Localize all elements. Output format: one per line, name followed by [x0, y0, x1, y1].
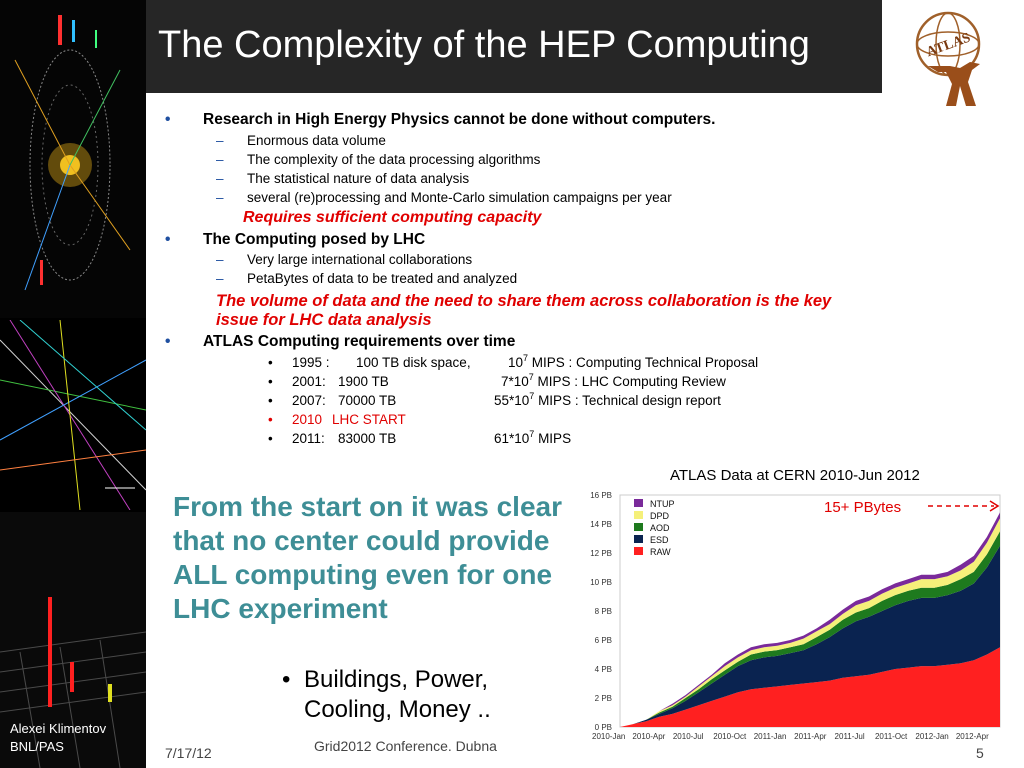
x-tick-label: 2010-Jul: [672, 732, 704, 741]
conference-name: Grid2012 Conference. Dubna: [314, 738, 497, 754]
legend-label-raw: RAW: [650, 547, 671, 557]
author-info: [10, 720, 106, 756]
legend-label-dpd: DPD: [650, 511, 670, 521]
sub-bullet-statistical: – The statistical nature of data analysis: [216, 171, 470, 186]
y-tick-label: 2 PB: [594, 694, 612, 703]
legend-swatch-aod: [634, 523, 643, 531]
sub-bullet-campaigns: – several (re)processing and Monte-Carlo simulation campaigns per year: [216, 190, 672, 205]
atlas-logo: [900, 6, 1010, 110]
event-display-strip: [0, 0, 146, 768]
legend-swatch-raw: [634, 547, 643, 555]
y-tick-label: 0 PB: [594, 723, 612, 732]
event-display-1: [0, 0, 146, 318]
y-tick-label: 8 PB: [594, 607, 612, 616]
y-tick-label: 6 PB: [594, 636, 612, 645]
slide-date: 7/17/12: [165, 745, 212, 761]
x-tick-label: 2011-Apr: [794, 732, 827, 741]
x-tick-label: 2012-Apr: [955, 732, 989, 741]
timeline-row: • 1995 : 100 TB disk space, $10^7$ MIPS : Computing Technical Proposal: [268, 353, 759, 370]
annotation-15pb: 15+ PBytes: [824, 499, 902, 516]
logo-text: ATLAS: [924, 30, 973, 61]
event-display-2: [0, 320, 146, 510]
legend-swatch-dpd: [634, 511, 643, 519]
resources-bullet: • Buildings, Power, Cooling, Money ..: [282, 666, 491, 723]
x-tick-label: 2010-Oct: [713, 732, 747, 741]
timeline-row-lhc-start: • 2010 LHC START: [268, 412, 406, 427]
y-tick-label: 4 PB: [594, 665, 612, 674]
callout-volume-line1: The volume of data and the need to share them across collaboration is the key: [216, 292, 832, 310]
author-affiliation: BNL/PAS: [10, 739, 64, 754]
y-tick-label: 10 PB: [590, 578, 612, 587]
legend-swatch-esd: [634, 535, 643, 543]
bullet-lhc-computing: • The Computing posed by LHC: [165, 231, 426, 248]
x-tick-label: 2010-Apr: [632, 732, 666, 741]
atlas-data-chart: [560, 485, 1024, 747]
callout-volume-line2: issue for LHC data analysis: [216, 311, 432, 329]
bullet-atlas-requirements: • ATLAS Computing requirements over time: [165, 333, 516, 350]
bullet-research: • Research in High Energy Physics cannot be done without computers.: [165, 111, 716, 128]
sub-bullet-petabytes: – PetaBytes of data to be treated and analyzed: [216, 271, 518, 286]
chart-caption: ATLAS Data at CERN 2010-Jun 2012: [670, 467, 920, 484]
x-tick-label: 2011-Jan: [753, 732, 787, 741]
timeline-row: • 2007: 70000 TB $55*10^7$ MIPS : Technical design report: [268, 391, 721, 408]
timeline-row: • 2001: 1900 TB $7*10^7$ MIPS : LHC Computing Review: [268, 372, 726, 389]
sub-bullet-data-volume: – Enormous data volume: [216, 133, 386, 148]
timeline-row: • 2011: 83000 TB $61*10^7$ MIPS: [268, 429, 572, 446]
slide-title: The Complexity of the HEP Computing: [158, 24, 810, 66]
legend-label-esd: ESD: [650, 535, 669, 545]
legend-label-aod: AOD: [650, 523, 670, 533]
legend-label-ntup: NTUP: [650, 499, 675, 509]
x-tick-label: 2012-Jan: [915, 732, 949, 741]
x-tick-label: 2011-Jul: [834, 732, 865, 741]
resources-bullet-marker: •: [282, 666, 291, 693]
sub-bullet-algorithms: – The complexity of the data processing algorithms: [216, 152, 541, 167]
key-statement: From the start on it was clear that no center could provide ALL computing even for one LHC experiment: [173, 491, 562, 624]
y-tick-label: 12 PB: [590, 549, 612, 558]
author-name: Alexei Klimentov: [10, 721, 107, 736]
y-tick-label: 16 PB: [590, 491, 612, 500]
x-tick-label: 2011-Oct: [874, 732, 908, 741]
callout-capacity: Requires sufficient computing capacity: [243, 209, 542, 226]
sub-bullet-collaborations: – Very large international collaborations: [216, 252, 473, 267]
y-tick-label: 14 PB: [590, 520, 612, 529]
legend-swatch-ntup: [634, 499, 643, 507]
x-tick-label: 2010-Jan: [592, 732, 626, 741]
page-number: 5: [976, 745, 984, 761]
